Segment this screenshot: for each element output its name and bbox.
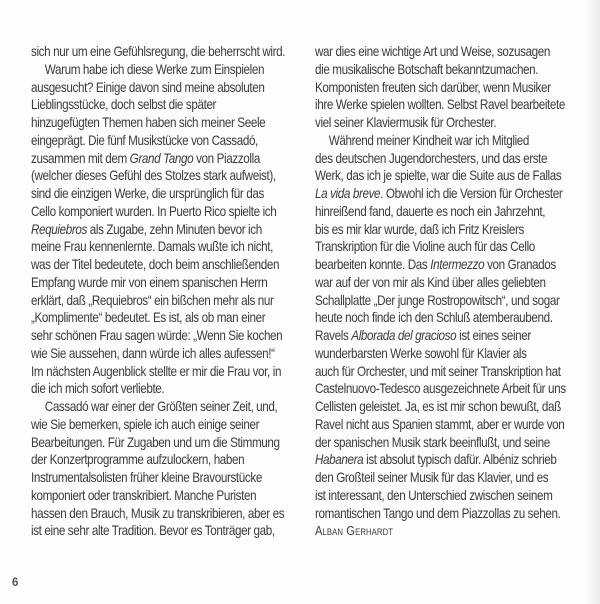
text-line bbox=[31, 522, 285, 540]
text-run: Ravels bbox=[315, 328, 352, 343]
text-line bbox=[31, 469, 285, 487]
text-run: bis es mir klar wurde, daß ich Fritz Kreislers bbox=[315, 221, 524, 237]
text-line bbox=[315, 221, 566, 239]
text-run: auch für Orchester, und mit seiner Transkription hat bbox=[315, 363, 561, 379]
text-line bbox=[31, 434, 285, 452]
text-run: Während meiner Kindheit war ich Mitglied bbox=[328, 132, 530, 148]
text-run: „Komplimente“ bedeutet. Es ist, als ob man einer bbox=[31, 310, 266, 326]
text-run: Warum habe ich diese Werke zum Einspielen bbox=[44, 61, 265, 77]
text-run: Lieblingsstücke, doch selbst die später bbox=[31, 97, 217, 113]
text-line bbox=[315, 96, 566, 114]
text-line bbox=[31, 451, 285, 469]
text-run: von Piazzolla bbox=[193, 150, 260, 166]
text-line bbox=[315, 114, 566, 132]
text-run: zusammen mit dem bbox=[31, 150, 130, 166]
text-line bbox=[31, 505, 285, 523]
text-run: sind die einzigen Werke, die ursprünglich für das bbox=[31, 186, 264, 201]
text-run: ist eine sehr alte Tradition. Bevor es Tonträger gab, bbox=[31, 523, 275, 539]
page-edge-shadow bbox=[586, 0, 600, 604]
text-run: Bearbeitungen. Für Zugaben und um die Stimmung bbox=[31, 434, 280, 450]
text-line bbox=[315, 61, 566, 79]
text-line bbox=[31, 274, 285, 292]
text-line bbox=[315, 79, 566, 97]
text-line bbox=[315, 132, 566, 150]
text-line bbox=[315, 505, 566, 523]
text-run: komponiert oder transkribiert. Manche Puristen bbox=[31, 487, 257, 503]
text-run: Cassadó war einer der Größten seiner Zeit, und, bbox=[44, 399, 278, 414]
text-run: Castelnuovo-Tedesco ausgezeichnete Arbeit für uns bbox=[315, 381, 566, 397]
text-column-left bbox=[31, 43, 285, 540]
text-run: romantischen Tango und dem Piazzollas zu sehen. bbox=[315, 505, 561, 521]
text-run: erklärt, daß „Requiebros“ ein bißchen mehr als nur bbox=[31, 292, 274, 308]
text-line bbox=[31, 309, 285, 327]
text-line bbox=[315, 487, 566, 505]
text-line bbox=[31, 221, 285, 239]
text-line bbox=[31, 363, 285, 381]
text-run: von Granados bbox=[484, 257, 556, 272]
text-run: Transkription für die Violine auch für das Cello bbox=[315, 239, 535, 255]
text-line bbox=[31, 345, 285, 363]
text-line bbox=[31, 380, 285, 398]
text-line bbox=[31, 150, 285, 168]
text-line bbox=[315, 309, 566, 327]
text-line bbox=[315, 327, 566, 345]
text-column-right bbox=[315, 43, 566, 540]
text-line bbox=[315, 150, 566, 168]
text-run: der Konzertprogramme aufzulockern, haben bbox=[31, 452, 245, 468]
text-line bbox=[315, 434, 566, 452]
text-line bbox=[315, 274, 566, 292]
text-run: eingeprägt. Die fünf Musikstücke von Cassadó, bbox=[31, 132, 258, 148]
text-run: des deutschen Jugendorchesters, und das erste bbox=[315, 150, 548, 166]
text-line bbox=[31, 416, 285, 434]
text-line bbox=[31, 61, 285, 79]
text-run: (welcher dieses Gefühl des Stolzes stark aufweist), bbox=[31, 168, 276, 184]
text-run: Ravel nicht aus Spanien stammt, aber er wurde von bbox=[315, 416, 565, 432]
text-line bbox=[315, 451, 566, 469]
text-run: den Großteil seiner Musik für das Klavier, und es bbox=[315, 470, 549, 485]
text-run: war auf der von mir als Kind über alles geliebten bbox=[315, 274, 546, 290]
text-line bbox=[315, 363, 566, 381]
text-line bbox=[315, 469, 566, 487]
text-line bbox=[31, 398, 285, 416]
author-signature: Alban Gerhardt bbox=[315, 523, 394, 539]
italic-title: Requiebros bbox=[31, 221, 87, 237]
text-line bbox=[31, 114, 285, 132]
text-run: die ich mich sofort verliebte. bbox=[31, 381, 165, 397]
text-run: als Zugabe, zehn Minuten bevor ich bbox=[86, 221, 262, 237]
text-run: wunderbarsten Werke sowohl für Klavier als bbox=[315, 345, 527, 361]
text-line bbox=[315, 185, 566, 203]
text-line bbox=[31, 43, 285, 61]
text-run: Cello komponiert wurden. In Puerto Rico spielte ich bbox=[31, 203, 277, 219]
text-run: war dies eine wichtige Art und Weise, sozusagen bbox=[315, 44, 551, 59]
text-line bbox=[31, 132, 285, 150]
italic-title: La vida breve bbox=[315, 186, 381, 201]
text-run: hinreißend fand, dauerte es noch ein Jahrzehnt, bbox=[315, 203, 546, 219]
text-run: ausgesucht? Einige davon sind meine absoluten bbox=[31, 79, 265, 95]
italic-title: Intermezzo bbox=[430, 257, 485, 272]
text-run: Instrumentalsolisten früher kleine Bravourstücke bbox=[31, 470, 262, 485]
text-line bbox=[31, 203, 285, 221]
text-line bbox=[315, 380, 566, 398]
text-line bbox=[31, 292, 285, 310]
text-run: hassen den Brauch, Musik zu transkribieren, aber es bbox=[31, 505, 285, 521]
text-line bbox=[315, 256, 566, 274]
text-run: hinzugefügten Themen haben sich meiner Seele bbox=[31, 115, 266, 130]
text-line bbox=[31, 185, 285, 203]
text-run: viel seiner Klaviermusik für Orchester. bbox=[315, 115, 497, 130]
text-run: sich nur um eine Gefühlsregung, die beherrscht wird. bbox=[31, 44, 286, 59]
text-run: Cellisten geleistet. Ja, es ist mir schon bewußt, daß bbox=[315, 399, 561, 414]
text-run: der spanischen Musik stark beeinflußt, und seine bbox=[315, 434, 550, 450]
text-line bbox=[315, 203, 566, 221]
text-run: Im nächsten Augenblick stellte er mir die Frau vor, in bbox=[31, 363, 282, 379]
text-run: ihre Werke spielen wollten. Selbst Ravel bearbeitete bbox=[315, 97, 565, 113]
text-run: was der Titel bedeutete, doch beim anschließenden bbox=[31, 257, 280, 272]
text-run: . Obwohl ich die Version für Orchester bbox=[380, 186, 563, 201]
text-run: Schallplatte „Der junge Rostropowitsch“, und sogar bbox=[315, 292, 560, 308]
text-run: Komponisten freuten sich darüber, wenn Musiker bbox=[315, 79, 551, 95]
text-run: ist absolut typisch dafür. Albéniz schrieb bbox=[363, 452, 557, 468]
text-run: wie Sie aussehen, dann würde ich alles aufessen!“ bbox=[31, 345, 275, 361]
italic-title: Alborada del gracioso bbox=[351, 328, 457, 343]
text-line bbox=[315, 345, 566, 363]
text-line bbox=[315, 292, 566, 310]
text-line bbox=[31, 256, 285, 274]
text-line bbox=[315, 167, 566, 185]
text-line bbox=[315, 416, 566, 434]
text-line bbox=[315, 398, 566, 416]
text-line bbox=[31, 327, 285, 345]
italic-title: Grand Tango bbox=[129, 150, 194, 166]
italic-title: Habanera bbox=[315, 452, 364, 468]
text-line bbox=[31, 79, 285, 97]
page-number: 6 bbox=[12, 577, 19, 589]
text-line bbox=[31, 167, 285, 185]
text-run: ist eines seiner bbox=[456, 328, 531, 343]
text-line bbox=[31, 238, 285, 256]
text-line bbox=[315, 43, 566, 61]
text-line bbox=[315, 238, 566, 256]
text-run: heute noch finde ich den Schluß atemberaubend. bbox=[315, 310, 553, 326]
text-run: sehr schönen Frau sagen würde: „Wenn Sie kochen bbox=[31, 328, 283, 343]
text-line bbox=[31, 487, 285, 505]
text-run: Empfang wurde mir von einem spanischen Herrn bbox=[31, 274, 268, 290]
text-run: meine Frau kennenlernte. Damals wußte ich nicht, bbox=[31, 239, 273, 255]
text-run: bearbeiten konnte. Das bbox=[315, 257, 431, 272]
text-run: ist interessant, den Unterschied zwischen seinem bbox=[315, 487, 553, 503]
text-run: die musikalische Botschaft bekanntzumachen. bbox=[315, 61, 539, 77]
text-run: wie Sie bemerken, spiele ich auch einige seiner bbox=[31, 416, 260, 432]
text-line bbox=[31, 96, 285, 114]
text-run: Werk, das ich je spielte, war die Suite aus de Fallas bbox=[315, 168, 562, 184]
